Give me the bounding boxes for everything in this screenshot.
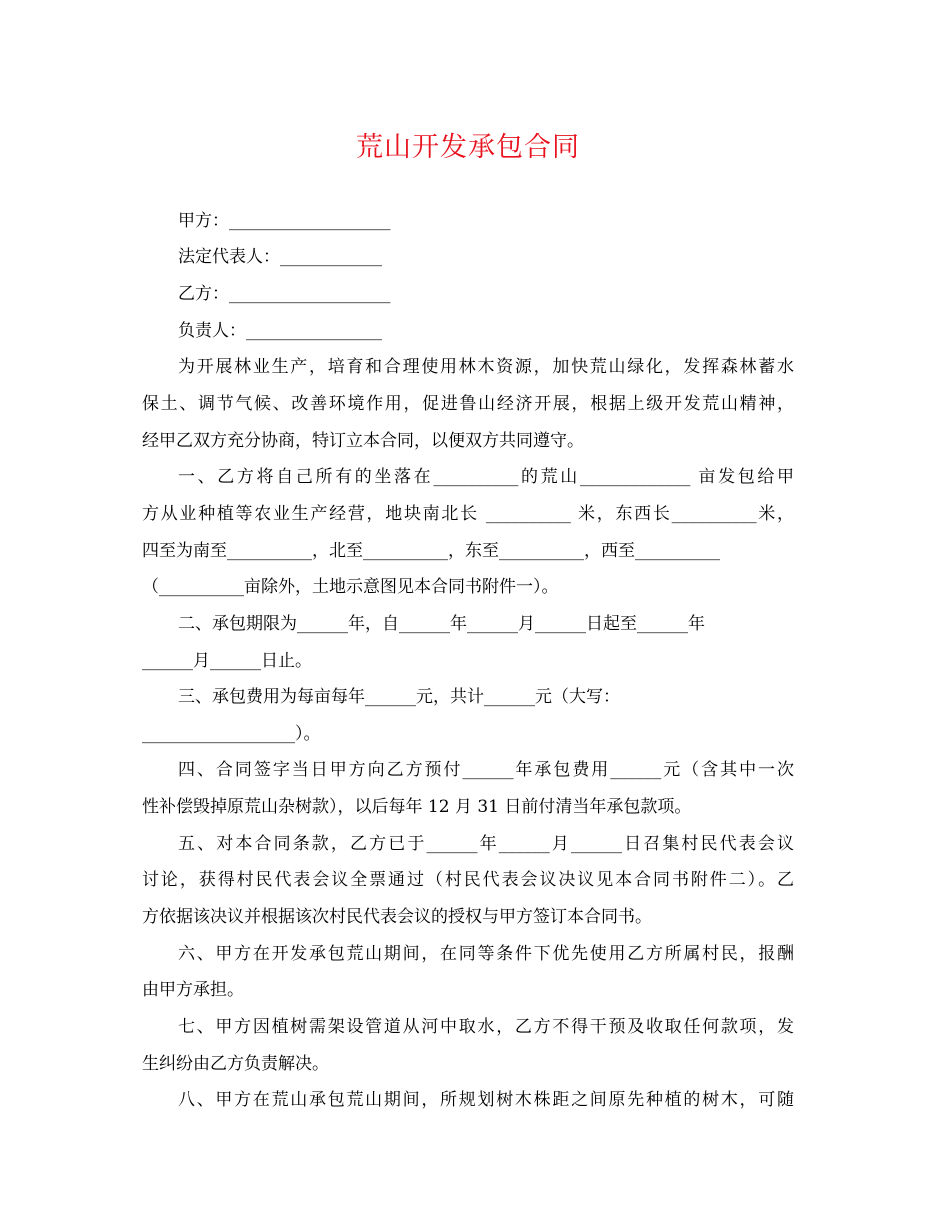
clause-6-line: 由甲方承担。 [142,980,244,1000]
clause-6-line: 六、甲方在开发承包荒山期间，在同等条件下优先使用乙方所属村民，报酬 [178,944,794,964]
clause-2-line: 二、承包期限为______年，自______年______月______日起至______年 [178,614,705,634]
clause-5-line: 方依据该决议并根据该次村民代表会议的授权与甲方签订本合同书。 [142,907,652,927]
clause-7-line: 七、甲方因植树需架设管道从河中取水，乙方不得干预及收取任何款项，发 [178,1017,794,1037]
party-a-field: 甲方：___________________ [178,211,391,231]
party-b-field: 乙方：___________________ [178,284,391,304]
clause-1-line: 四至为南至__________，北至__________，东至__________，西至__________ [142,541,720,561]
contract-title: 荒山开发承包合同 [356,132,580,163]
clause-1-line: （__________亩除外，土地示意图见本合同书附件一）。 [142,577,559,597]
clause-5-line: 讨论，获得村民代表会议全票通过（村民代表会议决议见本合同书附件二）。乙 [142,870,794,890]
responsible-field: 负责人：________________ [178,321,382,341]
clause-3-line: 三、承包费用为每亩每年______元，共计______元（大写： [178,687,620,707]
clause-3-line: __________________）。 [142,724,321,744]
clause-4-line: 性补偿毁掉原荒山杂树款），以后每年 12 月 31 日前付清当年承包款项。 [142,797,692,817]
clause-4-line: 四、合同签字当日甲方向乙方预付______年承包费用______元（含其中一次 [178,760,794,780]
clause-2-line: ______月______日止。 [142,651,312,671]
intro-line: 经甲乙双方充分协商，特订立本合同，以便双方共同遵守。 [142,431,584,451]
clause-5-line: 五、对本合同条款，乙方已于______年______月______日召集村民代表会议 [178,834,794,854]
legal-rep-field: 法定代表人：____________ [178,247,382,267]
intro-line: 为开展林业生产，培育和合理使用林木资源，加快荒山绿化，发挥森林蓄水 [178,357,794,377]
clause-7-line: 生纠纷由乙方负责解决。 [142,1054,329,1074]
intro-line: 保土、调节气候、改善环境作用，促进鲁山经济开展，根据上级开发荒山精神， [142,394,794,414]
clause-1-line: 方从业种植等农业生产经营，地块南北长 __________ 米，东西长__________米， [142,504,794,524]
clause-8-line: 八、甲方在荒山承包荒山期间，所规划树木株距之间原先种植的树木，可随 [178,1090,794,1110]
clause-1-line: 一、乙方将自己所有的坐落在__________的荒山_____________ 亩发包给甲 [178,467,794,487]
